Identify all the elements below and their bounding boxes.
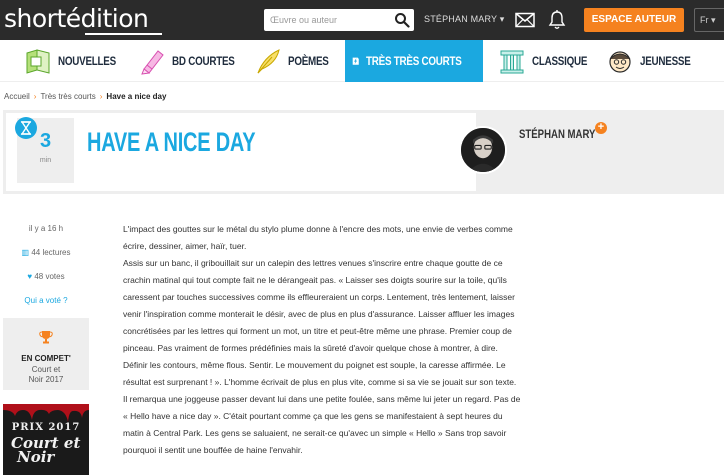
nav-item-poemes[interactable] <box>254 40 338 82</box>
nav-item-tres-tres-courts[interactable] <box>345 40 483 82</box>
nav-label: POÈMES <box>288 54 329 68</box>
language-select[interactable]: Fr ▾ <box>694 8 724 32</box>
story-line: pinceau. Pas vraiment de formes prédéfinies mais la sûreté d'avoir quelque chose à montrer, à dire. <box>123 343 498 353</box>
site-logo[interactable]: shortédition <box>4 4 149 33</box>
breadcrumb-separator: › <box>33 92 37 101</box>
story-line: L'impact des gouttes sur le métal du stylo plume donne à l'encre des mots, une envie de verbes comme <box>123 224 513 234</box>
story-line: résultat est surprenant ! ». L'homme écrivait de plus en plus vite, comme si sa vie se jouait sur son texte. <box>123 377 517 387</box>
follow-plus-icon[interactable]: + <box>595 122 607 134</box>
competition-name-line-1: Court et <box>31 365 61 374</box>
breadcrumb-home[interactable]: Accueil <box>4 92 30 101</box>
nav-label: BD COURTES <box>172 54 235 68</box>
story-line: écrire, dessiner, aimer, haïr, tuer. <box>123 241 247 251</box>
story-line: « Hello have a nice day ». C'était pourtant comme ça que les gens se manifestaient à sept heures du <box>123 411 503 421</box>
story-line: crachin matinal qui tout compte fait ne le dérangeait pas. « Laisser ses doigts sourire sur la toile, qu'ils <box>123 275 507 285</box>
story-line: matin à Central Park. Les gens se saluaient, ne serait-ce qu'avec un simple « Hello » Sans trop savoir <box>123 428 507 438</box>
story-line: Définir les contours, même flous. Sentir. Le mouvement du poignet est souple, la caresse affirmée. Le <box>123 360 506 370</box>
competition-name-line-2: Noir 2017 <box>28 375 64 384</box>
lightning-book-icon <box>351 47 360 75</box>
user-menu[interactable]: STÉPHAN MARY ▾ <box>424 14 505 24</box>
story-title: HAVE A NICE DAY <box>87 127 256 157</box>
bell-icon[interactable] <box>548 10 566 30</box>
book-open-icon: ▥ <box>21 248 30 257</box>
competition-title: EN COMPET' <box>21 354 71 363</box>
story-line: Assis sur un banc, il gribouillait sur un calepin des lettres venues s'inscrire entre chaque goutte de ce <box>123 258 503 268</box>
envelope-icon[interactable] <box>515 12 535 28</box>
category-nav <box>0 40 724 82</box>
story-line: concrétisées par les lettres qui forment un mot, un titre et peut-être même une phrase. Premier coup de <box>123 326 512 336</box>
story-line: caressent par touches successives comme ils effleureraient un corps. Lentement, très lentement, laisser <box>123 292 515 302</box>
feather-icon <box>254 47 282 75</box>
prix-title: PRIX 2017 <box>11 422 81 433</box>
book-icon <box>24 47 52 75</box>
breadcrumb-separator: › <box>99 92 103 101</box>
nav-label: NOUVELLES <box>58 54 116 68</box>
posted-ago: il y a 16 h <box>28 224 64 233</box>
heart-icon: ♥ <box>27 272 33 281</box>
nav-item-nouvelles[interactable] <box>24 40 129 82</box>
reading-time-unit: min <box>39 157 52 164</box>
prix-banner[interactable] <box>3 404 89 475</box>
search-box <box>264 9 414 31</box>
breadcrumb-section[interactable]: Très très courts <box>40 92 96 101</box>
author-space-button[interactable]: ESPACE AUTEUR <box>584 8 684 32</box>
column-icon <box>498 47 526 75</box>
author-name[interactable]: STÉPHAN MARY <box>519 127 596 141</box>
prix-script-line-2: Noir <box>17 448 55 466</box>
who-voted-link[interactable]: Qui a voté ? <box>24 296 68 305</box>
nav-item-classique[interactable] <box>498 40 599 82</box>
author-avatar[interactable] <box>459 126 507 174</box>
search-input[interactable] <box>270 11 385 29</box>
reading-time-value: 3 <box>39 130 52 152</box>
votes-label: 48 votes <box>34 272 65 281</box>
story-line: pourquoi il sentit une bouffée de haine l'envahir. <box>123 445 303 455</box>
logo-underline <box>85 33 162 35</box>
prix-script-line-1: Court et <box>11 434 81 452</box>
reads-count <box>0 248 92 257</box>
reads-label: 44 lectures <box>31 248 71 257</box>
breadcrumb <box>4 92 166 101</box>
story-header <box>3 110 724 194</box>
story-line: Il remarqua une joggeuse passer devant lui dans une petite foulée, sans même lui jeter un regard. Pas de <box>123 394 521 404</box>
face-icon <box>606 47 634 75</box>
breadcrumb-current: Have a nice day <box>106 92 167 101</box>
pencil-icon <box>138 47 166 75</box>
prix-script <box>11 436 80 464</box>
competition-box[interactable] <box>3 318 89 390</box>
votes-count <box>0 272 92 281</box>
nav-label: TRÈS TRÈS COURTS <box>366 54 463 68</box>
trophy-icon <box>39 330 53 344</box>
competition-name <box>3 365 89 385</box>
nav-item-bd-courtes[interactable] <box>138 40 248 82</box>
story-body <box>123 221 603 459</box>
nav-label: JEUNESSE <box>640 54 691 68</box>
nav-item-jeunesse[interactable] <box>606 40 702 82</box>
search-icon[interactable] <box>394 12 410 28</box>
story-line: venir l'inspiration comme monterait le désir, avec de plus en plus d'assurance. Laisser affluer les images <box>123 309 515 319</box>
nav-label: CLASSIQUE <box>532 54 588 68</box>
top-bar <box>0 0 724 40</box>
